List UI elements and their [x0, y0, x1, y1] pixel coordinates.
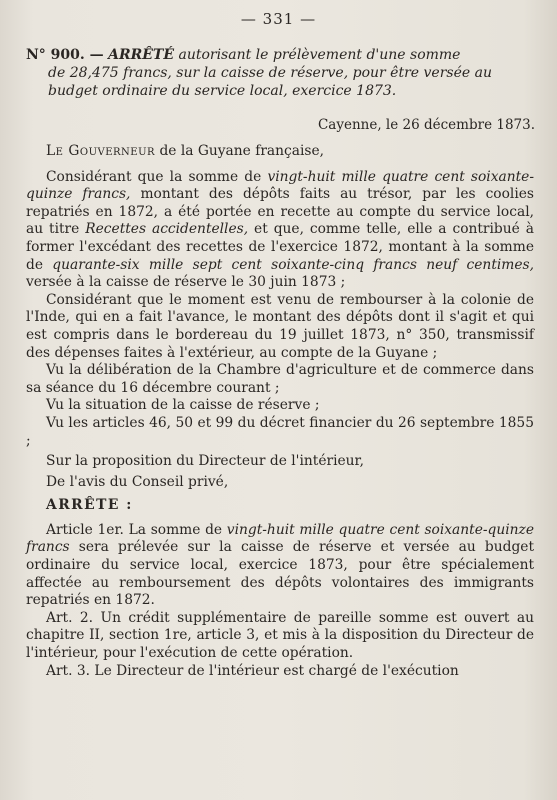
- vu-situation: Vu la situation de la caisse de réserve ;: [46, 397, 320, 414]
- considerant-1-amount: quarante-six mille sept cent soixante-cinq francs neuf centimes,: [52, 256, 534, 273]
- decree-title-rest: autorisant le prélèvement d'une somme: [178, 47, 461, 63]
- article-1-amount: vingt-huit mille quatre cent soixante-quinze francs: [26, 521, 534, 556]
- governor-rest: de la Guyane française,: [159, 143, 325, 159]
- arrete-heading: ARRÊTE :: [46, 497, 133, 514]
- header-line-3: budget ordinaire du service local, exercice 1873.: [48, 83, 397, 99]
- article-3: Art. 3. Le Directeur de l'intérieur est chargé de l'exécution: [46, 662, 459, 679]
- vu-deliberation: Vu la délibération de la Chambre d'agriculture et de commerce dans sa séance du 16 décembre courant ;: [26, 362, 534, 396]
- governor-prefix: Le Gouverneur: [46, 143, 156, 159]
- considerant-1-part: et que, comme telle, elle a contribué à former l'excédant des recettes de l'exercice 1872, montant à la somme de: [26, 221, 534, 273]
- considerant-1-part: montant des dépôts faits au trésor, par les coolies repatriés en 1872, a été portée en recette au compte du service local, au titre: [26, 186, 534, 238]
- proposition-line: Sur la proposition du Directeur de l'intérieur,: [46, 453, 365, 470]
- considerant-1: [26, 169, 534, 292]
- article-1-rest: sera prélevée sur la caisse de réserve et versée au budget ordinaire du service local, exercice 1873, pour être spécialement affectée au remboursement des dépôts volontaires des immigrants repatriés en 1872.: [26, 539, 534, 609]
- avis-line: De l'avis du Conseil privé,: [46, 473, 229, 490]
- header-line-1: [26, 46, 531, 64]
- decree-body: [26, 143, 534, 680]
- header-line-2: de 28,475 francs, sur la caisse de réserve, pour être versée au: [48, 65, 492, 81]
- vu-articles: Vu les articles 46, 50 et 99 du décret financier du 26 septembre 1855 ;: [26, 414, 534, 449]
- page-number: — 331 —: [240, 10, 317, 28]
- decree-number: N° 900. —: [26, 47, 104, 63]
- governor-line: [26, 143, 534, 161]
- article-1-lead: Article 1er. La somme de: [46, 521, 227, 538]
- considerant-1-part: versée à la caisse de réserve le 30 juin 1873 ;: [26, 274, 346, 291]
- considerant-1-amount: vingt-huit mille quatre cent soixante-quinze francs,: [26, 168, 534, 203]
- considerant-2: Considérant que le moment est venu de rembourser à la colonie de l'Inde, qui en a fait l'avance, le montant des dépôts dont il s'agit et qui est compris dans le bordereau du 19 juillet 1873, n° 350, transmissif des dépenses faites à l'extérieur, au compte de la Guyane ;: [26, 291, 534, 361]
- considerant-1-part: Considérant que la somme de: [46, 168, 268, 185]
- article-1: [26, 522, 534, 610]
- considerant-1-title: Recettes accidentelles,: [85, 221, 249, 238]
- article-2: Art. 2. Un crédit supplémentaire de pareille somme est ouvert au chapitre II, section 1re, article 3, et mis à la disposition du Directeur de l'intérieur, pour l'exécution de cette opération.: [26, 609, 534, 662]
- decree-title-lead: ARRÊTÉ: [108, 47, 175, 63]
- dateline: Cayenne, le 26 décembre 1873.: [317, 117, 535, 133]
- decree-header: [26, 46, 531, 100]
